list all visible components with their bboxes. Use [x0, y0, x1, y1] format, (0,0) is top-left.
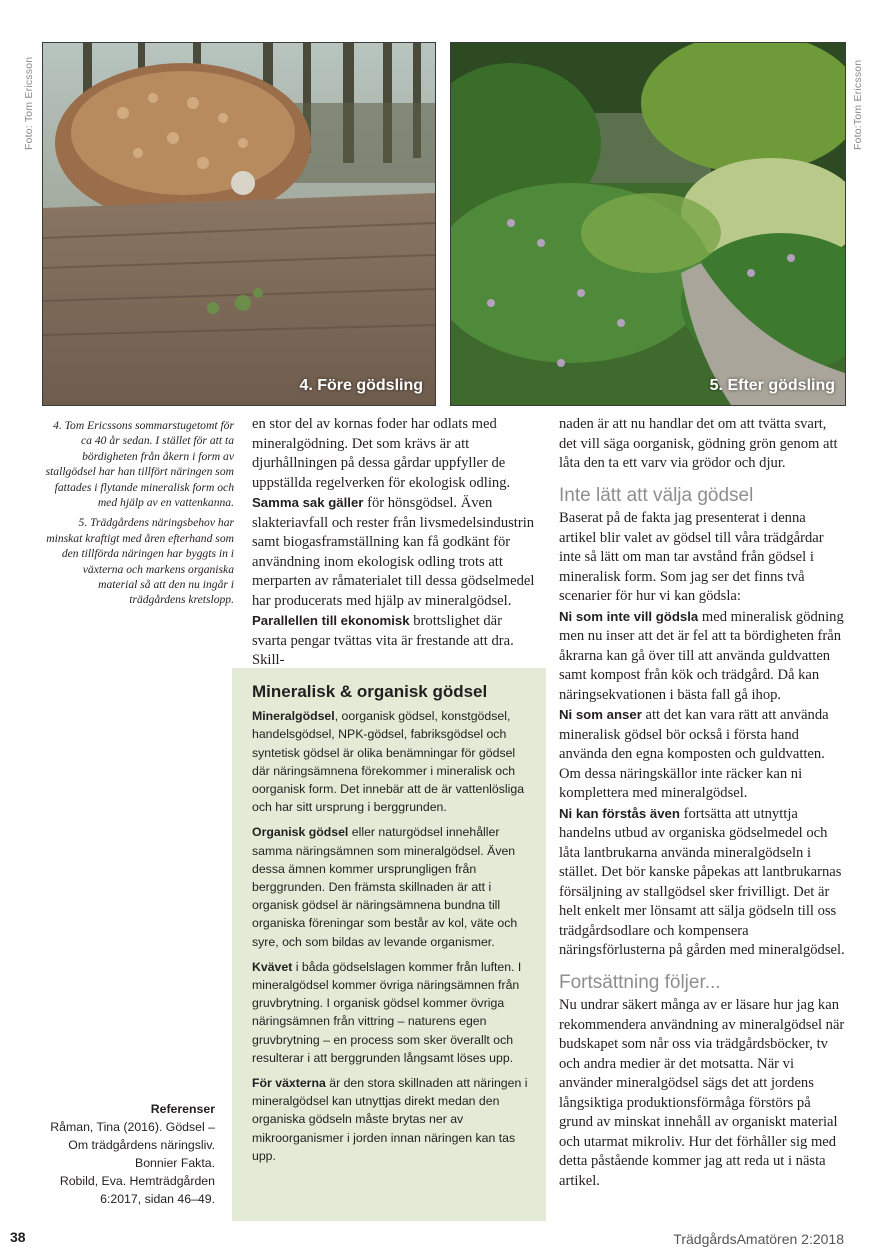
heading-choose-fertilizer: Inte lätt att välja gödsel [559, 484, 754, 506]
reference-1: Råman, Tina (2016). Gödsel – Om trädgårdens näringsliv. Bonnier Fakta. [50, 1120, 215, 1170]
right-paragraph-3: Ni som inte vill gödsla med mineralisk gödning men nu inser att det är fel att ta bördigheten från åkrarna kan gå över till att använda guldvatten samt kompost från kök och trädgård. Då kan näringsekvationen i bästa fall gå ihop. [559, 608, 844, 703]
caption-photo-4: 4. Tom Ericssons sommarstugetomt för ca 40 år sedan. I stället för att ta bördigheten från åkern i form av stallgödsel har han tillfört näringen som fattades i flytande mineralisk form och med hjälp av en vattenkanna. [45, 419, 234, 510]
mid-paragraph-1: en stor del av kornas foder har odlats med mineralgödning. Det som krävs är att djurhållningen på dessa gårdar uppfyller de uppställda regelverken för ekologisk odling. [252, 416, 511, 491]
mid-paragraph-3: Parallellen till ekonomisk brottslighet där svarta pengar tvättas vita är frestande att dra. Skill- [252, 613, 514, 668]
reference-2: Robild, Eva. Hemträdgården 6:2017, sidan 46–49. [59, 1174, 215, 1206]
right-paragraph-4: Ni som anser att det kan vara rätt att använda mineralisk gödsel bör också i första hand använda den egna komposten och guldvatten. Om dessa näringskällor inte räcker kan ni komplettera med mineralgödsel. [559, 707, 829, 801]
photo-label-after: 5. Efter gödsling [709, 377, 835, 394]
photo-credit-right: Foto:Tom Ericsson [852, 59, 864, 150]
caption-photo-5: 5. Trädgårdens näringsbehov har minskat kraftigt med åren efterhand som den tillförda näringen har byggts in i växterna och markens organiska material så att den nu ingår i trädgårdens kretslopp. [46, 516, 234, 607]
photo-captions [42, 418, 234, 613]
info-box-paragraph-2: Organisk gödsel eller naturgödsel innehåller samma näringsämnen som mineralgödsel. Även dessa ämnen kommer ursprungligen från berggrunden. Den främsta skillnaden är att i organisk gödsel är näringsämnena bundna till organiska föreningar som består av kol, väte och syre, och som bildas av levande organismer. [252, 825, 518, 949]
photo-credit-left: Foto: Tom Ericsson [23, 56, 35, 150]
mid-paragraph-2: Samma sak gäller för hönsgödsel. Även slakteriavfall och rester från livsmedelsindustrin samt biogasframställning kan få godkänt för användning inom ekologisk odling trots att merparten av råmaterialet till dessa gödselmedel har producerats med hjälp av mineralgödsel. [252, 495, 535, 609]
heading-to-be-continued: Fortsättning följer... [559, 971, 721, 993]
references-title: Referenser [150, 1102, 215, 1116]
right-paragraph-5: Ni kan förstås även fortsätta att utnyttja handelns utbud av organiska gödselmedel och låta lantbrukarna använda mineralgödseln i stället. Det bör kanske påpekas att lantbrukarnas försäljning av stallgödsel sker frivilligt. Det är helt enkelt mer lönsamt att sälja gödseln till oss trädgårdsodlare och kompensera näringsförlusterna på gården med mineralgödsel. [559, 805, 845, 958]
middle-column [252, 415, 536, 671]
references [42, 1100, 215, 1208]
info-box-fertilizer [232, 668, 546, 1221]
right-column [559, 415, 846, 1191]
woodpile-field-image [43, 43, 435, 405]
right-paragraph-1: naden är att nu handlar det om att tvätta svart, det vill säga oorganisk, gödning grön genom att låta den ta ett varv via grödor och djur. [559, 416, 838, 471]
magazine-name: TrädgårdsAmatören 2:2018 [673, 1231, 844, 1247]
mid-lead-2: Samma sak gäller [252, 495, 364, 510]
right-paragraph-6: Nu undrar säkert många av er läsare hur jag kan rekommendera användning av mineralgödsel när budskapet som når oss via trädgårdsböcker, tv och andra medier är det motsatta. När vi använder mineralgödsel sägs det att jordens långsiktiga produktionsförmåga förstörs på grund av minskat innehåll av organiskt material och utarmat mikroliv. Hur det förhåller sig med detta påstående kommer jag att reda ut i nästa artikel. [559, 997, 845, 1189]
photo-before-fertilizing [42, 42, 436, 406]
right-paragraph-2: Baserat på de fakta jag presenterat i denna artikel blir valet av gödsel till våra trädgårdar inte så lätt om man tar avstånd från gödsel i mineralisk form. Som jag ser det finns två scenarier för hur vi kan gödsla: [559, 510, 824, 604]
info-box-paragraph-3: Kvävet i båda gödselslagen kommer från luften. I mineralgödsel kommer övriga näringsämnen från gruvbrytning. I organisk gödsel kommer övriga näringsämnen från vittring – naturens egen gruvbrytning – en process som sker överallt och resulterar i att berggrunden långsamt löses upp. [252, 959, 522, 1065]
lush-garden-image [451, 43, 845, 405]
info-box-paragraph-1: Mineralgödsel, oorganisk gödsel, konstgödsel, handelsgödsel, NPK-gödsel, fabriksgödsel och syntetisk gödsel är olika benämningar för gödsel där näringsämnena förekommer i mineralisk och oorganisk form. Det innebär att de är vattenlösliga och har sitt ursprung i berggrunden. [252, 709, 525, 815]
info-box-title: Mineralisk & organisk gödsel [252, 682, 488, 701]
mid-lead-3: Parallellen till ekonomisk [252, 613, 410, 628]
photo-label-before: 4. Före gödsling [299, 377, 423, 394]
photo-after-fertilizing [450, 42, 846, 406]
info-box-paragraph-4: För växterna är den stora skillnaden att näringen i mineralgödsel kan utnyttjas direkt medan den organiska gödseln måste brytas ner av mikroorganismer i jorden innan näringen kan tas upp. [252, 1076, 528, 1163]
page-number: 38 [10, 1229, 26, 1245]
